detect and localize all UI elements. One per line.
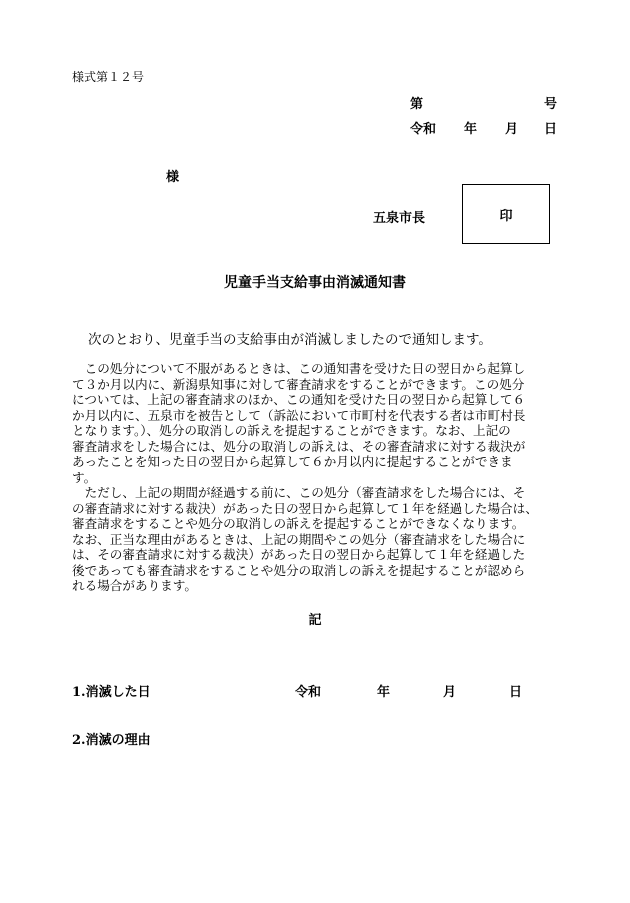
- document-title: 児童手当支給事由消滅通知書: [224, 275, 406, 291]
- issue-date-month: 月: [505, 122, 519, 137]
- body-line: の審査請求に対する裁決）があった日の翌日から起算して１年を経過した場合は、: [72, 500, 538, 516]
- item-extinction-date-day: 日: [509, 685, 523, 700]
- item-extinction-date-era: 令和: [295, 685, 322, 700]
- intro-text: 次のとおり、児童手当の支給事由が消滅しましたので通知します。: [88, 332, 492, 348]
- body-line: れる場合があります。: [72, 578, 197, 593]
- body-line: か月以内に、五泉市を被告として（訴訟において市町村を代表する者は市町村長: [72, 407, 526, 423]
- body-line: 後であっても審査請求をすることや処分の取消しの訴えを提起することが認めら: [72, 562, 526, 578]
- form-number: 様式第１２号: [72, 70, 145, 84]
- document-number-suffix: 号: [544, 97, 558, 112]
- body-line: については、上記の審査請求のほか、この通知を受けた日の翌日から起算して６: [72, 392, 526, 407]
- body-line: あったことを知った日の翌日から起算して６か月以内に提起することができま: [72, 454, 513, 469]
- item-extinction-date-month: 月: [443, 685, 457, 700]
- body-line: 審査請求をすることや処分の取消しの訴えを提起することができなくなります。: [72, 516, 525, 531]
- body-line: となります。）、処分の取消しの訴えを提起することができます。なお、上記の: [72, 423, 511, 438]
- body-line: 審査請求をした場合には、処分の取消しの訴えは、その審査請求に対する裁決が: [72, 438, 526, 454]
- item-extinction-date-label: 1.消滅した日: [72, 685, 151, 700]
- body-line: す。: [72, 469, 97, 485]
- body-line: なお、正当な理由があるときは、上記の期間やこの処分（審査請求をした場合に: [72, 531, 526, 547]
- ki-heading: 記: [308, 613, 322, 628]
- issue-date-year: 年: [464, 122, 478, 137]
- seal-box: [462, 184, 550, 244]
- issue-date-era: 令和: [410, 122, 437, 137]
- issue-date-day: 日: [544, 122, 558, 137]
- item-extinction-date-year: 年: [377, 685, 391, 700]
- body-line: ただし、上記の期間が経過する前に、この処分（審査請求をした場合には、そ: [72, 485, 526, 500]
- body-line: て３か月以内に、新潟県知事に対して審査請求をすることができます。この処分: [72, 376, 525, 392]
- body-line: は、その審査請求に対する裁決）があった日の翌日から起算して１年を経過した: [72, 547, 526, 562]
- document-number-label: 第: [410, 97, 424, 112]
- issuer-name: 五泉市長: [373, 211, 426, 226]
- body-line: この処分について不服があるときは、この通知書を受けた日の翌日から起算し: [72, 361, 526, 376]
- addressee-honorific: 様: [166, 170, 180, 185]
- appeal-notice: [72, 361, 562, 594]
- item-extinction-reason-label: 2.消滅の理由: [72, 733, 151, 748]
- seal-label: 印: [499, 208, 513, 224]
